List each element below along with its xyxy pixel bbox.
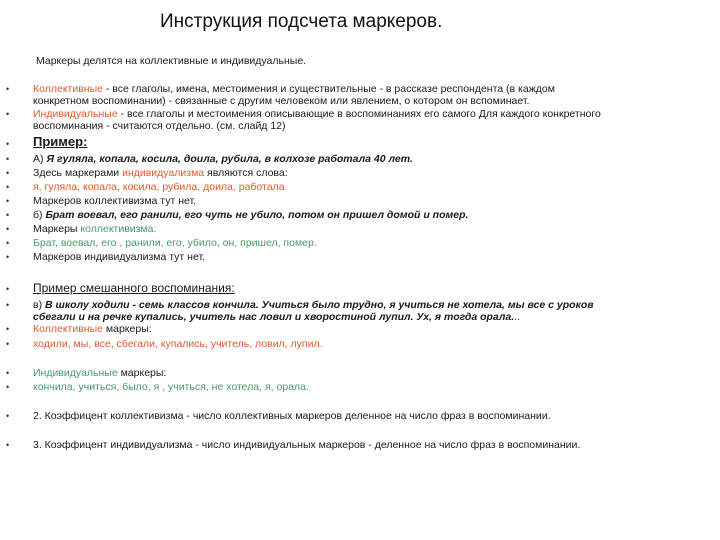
individual-term: Индивидуальные (33, 108, 118, 120)
bullet-icon (6, 225, 12, 231)
mixed-ind-label-term: Индивидуальные (33, 367, 118, 379)
bullet-icon (6, 325, 12, 331)
no-collective: Маркеров коллективизма тут нет. (33, 195, 197, 207)
bullet-icon (6, 85, 12, 91)
coef-individualism: 3. Коэффицент индивидуализма - число индивидуальных маркеров - деленное на число фраз в воспоминании. (33, 439, 581, 451)
bullet-icon (6, 383, 12, 389)
collective-term: Коллективные (33, 83, 103, 95)
bullet-icon (6, 140, 12, 146)
bullet-icon (6, 301, 12, 307)
example-a-text: Я гуляла, копала, косила, доила, рубила, в колхозе работала 40 лет. (46, 153, 413, 165)
mixed-heading: Пример смешанного воспоминания: (33, 281, 235, 295)
markers-ind-intro-term: индивидуализма (122, 167, 205, 179)
bullet-icon (6, 285, 12, 291)
example-a-prefix: А) (33, 153, 47, 165)
no-individual: Маркеров индивидуализма тут нет. (33, 251, 206, 263)
page-title: Инструкция подсчета маркеров. (160, 11, 443, 32)
individual-def-line1: - все глаголы и местоимения описывающие в воспоминаниях его самого Для каждого конкретного (117, 108, 601, 120)
mixed-ind-label-post: маркеры: (117, 367, 167, 379)
bullet-icon (6, 183, 12, 189)
mixed-col-words: ходили, мы, все, сбегали, купались, учитель, ловил, лупил. (33, 338, 323, 350)
example-c-line2: сбегали и на речке купались, учитель нас ловил и хворостиной лупил. Ух, я тогда орала. (33, 311, 515, 323)
mixed-col-label-post: маркеры: (102, 323, 152, 335)
bullet-icon (6, 239, 12, 245)
coef-collectivism: 2. Коэффицент коллективизма - число коллективных маркеров деленное на число фраз в воспоминании. (33, 410, 551, 422)
intro-text: Маркеры делятся на коллективные и индивидуальные. (36, 55, 307, 67)
bullet-icon (6, 340, 12, 346)
bullet-icon (6, 169, 12, 175)
example-c-prefix: в) (33, 299, 45, 311)
markers-col-intro-pre: Маркеры (33, 223, 81, 235)
individual-def-line2: воспоминания - считаются отдельно. (см. слайд 12) (33, 120, 286, 132)
bullet-icon (6, 197, 12, 203)
bullet-icon (6, 369, 12, 375)
example-b-prefix: б) (33, 209, 46, 221)
bullet-icon (6, 412, 12, 418)
collective-def-line1: - все глаголы, имена, местоимения и существительные - в рассказе респондента (в каждом (102, 83, 555, 95)
bullet-icon (6, 211, 12, 217)
bullet-icon (6, 253, 12, 259)
example-c-line1: В школу ходили - семь классов кончила. Учиться было трудно, я учиться не хотела, мы все с уроков (45, 299, 594, 311)
mixed-ind-words: кончила, учиться, было, я , учиться, не хотела, я, орала. (33, 381, 309, 393)
collective-def-line2: конкретном воспоминании) - связанные с другим человеком или явлением, о котором он вспоминает. (33, 95, 530, 107)
example-c-line2-tail: .. (514, 311, 521, 323)
markers-ind-intro-post: являются слова: (204, 167, 288, 179)
example-heading: Пример: (33, 134, 88, 149)
markers-col-words: Брат, воевал, его , ранили, его, убило, он, пришел, помер. (33, 237, 317, 249)
bullet-icon (6, 110, 12, 116)
bullet-icon (6, 155, 12, 161)
markers-ind-intro-pre: Здесь маркерами (33, 167, 123, 179)
markers-col-intro-post: : (153, 223, 157, 235)
mixed-col-label-term: Коллективные (33, 323, 103, 335)
bullet-icon (6, 441, 12, 447)
markers-col-intro-term: коллективизма (80, 223, 154, 235)
markers-ind-words: я, гуляла, копала, косила, рубила, доила, работала (33, 181, 285, 193)
example-b-text: Брат воевал, его ранили, его чуть не убило, потом он пришел домой и помер. (45, 209, 469, 221)
